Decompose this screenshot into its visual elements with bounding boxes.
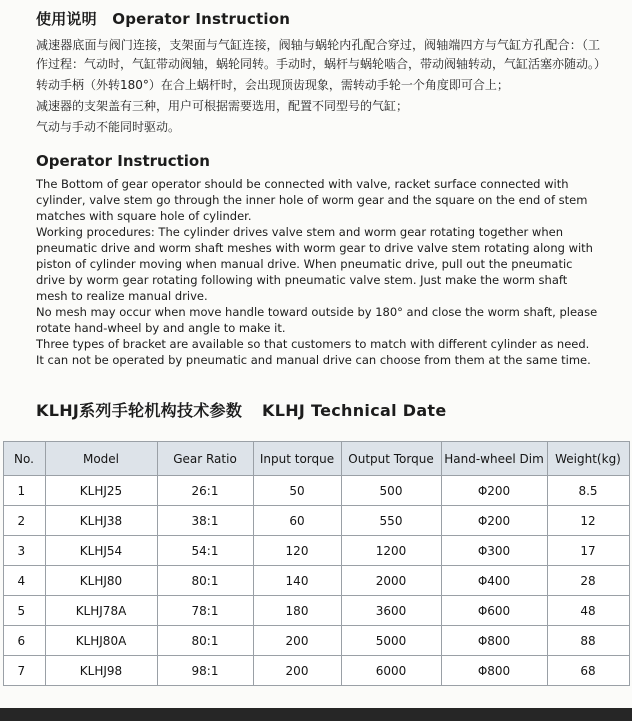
cn-paragraph: 减速器底面与阀门连接，支架面与气缸连接，阀轴与蜗轮内孔配合穿过，阀轴端四方与气缸方孔配合：（工作过程：气动时，气缸带动阀轴，蜗轮同转。手动时，蜗杆与蜗轮啮合，带动阀轴转动，气缸活塞亦随动。）: [36, 38, 607, 71]
en-paragraph: It can not be operated by pneumatic and manual drive can choose from them at the same time.: [36, 353, 591, 367]
cell-input-torque: 120: [253, 536, 341, 566]
en-paragraph: The Bottom of gear operator should be connected with valve, racket surface connected with cylinder, valve stem go through the inner hole of worm gear and the square on the end of stem matches with square hole of cylinder.: [36, 177, 588, 223]
cell-gear-ratio: 38:1: [157, 506, 253, 536]
cell-model: KLHJ54: [45, 536, 157, 566]
cell-model: KLHJ80A: [45, 626, 157, 656]
cell-input-torque: 50: [253, 476, 341, 506]
table-title-cn: KLHJ系列手轮机构技术参数: [36, 401, 243, 420]
cell-input-torque: 200: [253, 656, 341, 686]
cell-no: 7: [3, 656, 45, 686]
table-title-en: KLHJ Technical Date: [262, 401, 447, 420]
column-header-input-torque: Input torque: [253, 442, 341, 476]
cell-no: 3: [3, 536, 45, 566]
cell-gear-ratio: 98:1: [157, 656, 253, 686]
cell-gear-ratio: 78:1: [157, 596, 253, 626]
cn-paragraph: 转动手柄（外转180°）在合上蜗杆时，会出现顶齿现象，需转动手轮一个角度即可合上；: [36, 78, 509, 92]
cell-weight: 8.5: [547, 476, 629, 506]
column-header-handwheel-dim: Hand-wheel Dim: [441, 442, 547, 476]
cell-no: 4: [3, 566, 45, 596]
cell-weight: 17: [547, 536, 629, 566]
cell-output-torque: 500: [341, 476, 441, 506]
cell-gear-ratio: 54:1: [157, 536, 253, 566]
cell-model: KLHJ25: [45, 476, 157, 506]
cell-no: 6: [3, 626, 45, 656]
cell-handwheel-dim: Φ800: [441, 626, 547, 656]
en-paragraph: Working procedures: The cylinder drives valve stem and worm gear rotating together when pneumatic drive and worm shaft meshes with worm gear to drive valve stem rotating along with piston of cylinder moving when manual drive. When pneumatic drive, pull out the pneumatic drive by worm gear rotating following with pneumatic valve stem. Just make the worm shaft mesh to realize manual drive.: [36, 225, 593, 303]
table-row: [3, 536, 629, 566]
cell-output-torque: 6000: [341, 656, 441, 686]
cell-handwheel-dim: Φ300: [441, 536, 547, 566]
cell-no: 1: [3, 476, 45, 506]
cell-handwheel-dim: Φ400: [441, 566, 547, 596]
page-bottom-edge: [0, 708, 632, 721]
cell-weight: 12: [547, 506, 629, 536]
cell-model: KLHJ98: [45, 656, 157, 686]
cell-output-torque: 5000: [341, 626, 441, 656]
cell-no: 2: [3, 506, 45, 536]
english-instructions: [36, 176, 600, 368]
table-row: [3, 626, 629, 656]
cell-handwheel-dim: Φ200: [441, 476, 547, 506]
technical-data-table: [3, 441, 630, 686]
cell-model: KLHJ38: [45, 506, 157, 536]
cn-paragraph: 气动与手动不能同时驱动。: [36, 120, 181, 134]
cell-handwheel-dim: Φ200: [441, 506, 547, 536]
table-row: [3, 596, 629, 626]
cell-input-torque: 180: [253, 596, 341, 626]
chinese-instructions: [36, 36, 607, 137]
cell-gear-ratio: 80:1: [157, 566, 253, 596]
cell-input-torque: 200: [253, 626, 341, 656]
cell-weight: 68: [547, 656, 629, 686]
cell-no: 5: [3, 596, 45, 626]
cell-weight: 88: [547, 626, 629, 656]
table-row: [3, 506, 629, 536]
table-section-title: [36, 398, 600, 421]
cell-output-torque: 550: [341, 506, 441, 536]
table-header-row: [3, 442, 629, 476]
cell-input-torque: 60: [253, 506, 341, 536]
cell-handwheel-dim: Φ600: [441, 596, 547, 626]
cell-gear-ratio: 26:1: [157, 476, 253, 506]
column-header-output-torque: Output Torque: [341, 442, 441, 476]
column-header-model: Model: [45, 442, 157, 476]
en-paragraph: No mesh may occur when move handle toward outside by 180° and close the worm shaft, please rotate hand-wheel by and angle to make it.: [36, 305, 598, 335]
en-paragraph: Three types of bracket are available so that customers to match with different cylinder as need.: [36, 337, 590, 351]
column-header-gear-ratio: Gear Ratio: [157, 442, 253, 476]
section2-heading: Operator Instruction: [36, 152, 210, 170]
column-header-weight: Weight(kg): [547, 442, 629, 476]
cn-paragraph: 减速器的支架盖有三种，用户可根据需要选用，配置不同型号的气缸；: [36, 99, 409, 113]
cell-handwheel-dim: Φ800: [441, 656, 547, 686]
cell-gear-ratio: 80:1: [157, 626, 253, 656]
section1-heading: [36, 8, 600, 29]
table-row: [3, 656, 629, 686]
cell-input-torque: 140: [253, 566, 341, 596]
cell-weight: 48: [547, 596, 629, 626]
cell-model: KLHJ78A: [45, 596, 157, 626]
section1-heading-en: Operator Instruction: [112, 10, 291, 28]
section1-heading-cn: 使用说明: [36, 10, 97, 28]
table-row: [3, 476, 629, 506]
cell-output-torque: 1200: [341, 536, 441, 566]
cell-weight: 28: [547, 566, 629, 596]
cell-model: KLHJ80: [45, 566, 157, 596]
table-row: [3, 566, 629, 596]
cell-output-torque: 3600: [341, 596, 441, 626]
cell-output-torque: 2000: [341, 566, 441, 596]
column-header-no: No.: [3, 442, 45, 476]
